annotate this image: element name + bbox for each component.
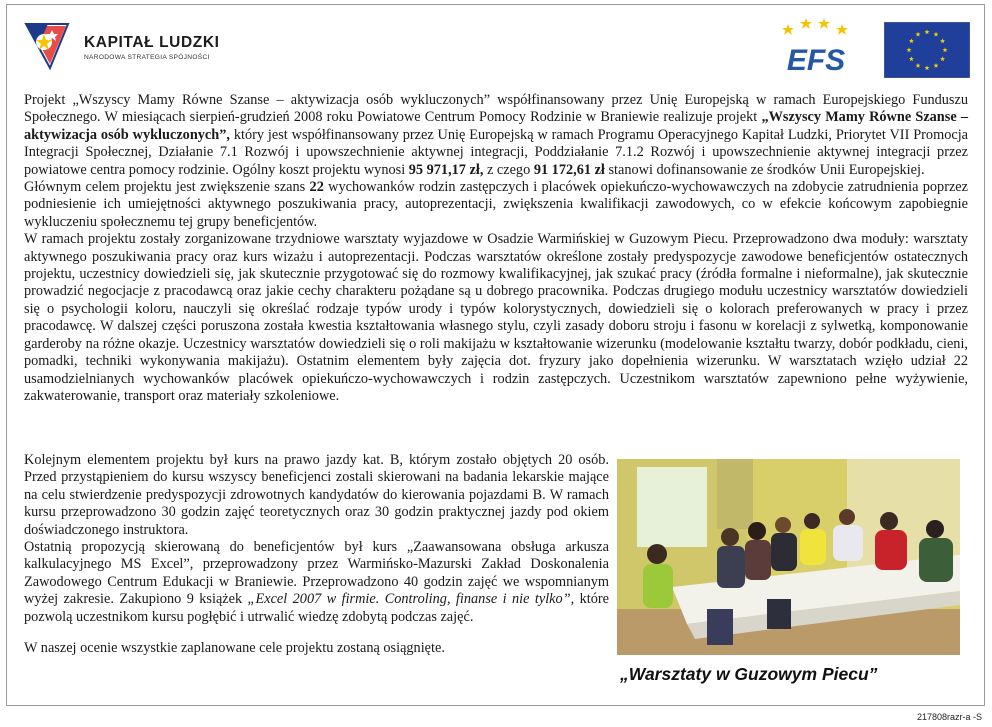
footer-code: 217808razr-a -S bbox=[916, 712, 982, 722]
kapital-ludzki-subtitle: NARODOWA STRATEGIA SPÓJNOŚCI bbox=[84, 54, 210, 61]
photo-caption: „Warsztaty w Guzowym Piecu” bbox=[620, 664, 878, 684]
kapital-ludzki-title: KAPITAŁ LUDZKI bbox=[84, 34, 220, 51]
text-run: 91 172,61 zł bbox=[533, 161, 605, 178]
text-run: z czego bbox=[483, 161, 534, 178]
article-body bbox=[24, 92, 968, 405]
paragraph-driving-course: Kolejnym elementem projektu był kurs na prawo jazdy kat. B, którym zostało objętych 20 osób. Przed przystąpieniem do kursu wszyscy beneficjenci zostali skierowani na badania lekarskie mające na celu stwierdzenie predyspozycji zdrowotnych kandydatów do kierowania pojazdami B. W ramach kursu przeprowadzono 30 godzin zajęć teoretycznych oraz 30 godzin praktycznej jazdy pod okiem doświadczonego instruktora. bbox=[24, 452, 609, 538]
kapital-ludzki-text bbox=[84, 34, 220, 61]
text-run: wychowanków rodzin zastępczych i placówek opiekuńczo-wychowawczych na zdobycie zatrudnienia poprzez podniesienie ich umiejętności aktywnego poszukiwania pracy, autoprezentacji, zwiększenia kwalifikacji zawodowych, co w efekcie końcowym zapobiegnie wykluczeniu społecznemu tej grupy beneficjentów. bbox=[24, 179, 968, 230]
text-run: które pozwolą uczestnikom kursu pogłębić i utrwalić wiedzę zdobytą podczas zajęć. bbox=[24, 591, 610, 625]
text-run: Projekt „Wszyscy Mamy Równe Szanse – aktywizacja osób wykluczonych” współfinansowany przez Unię Europejską w ramach Europejskiego Funduszu Społecznego. W miesiącach sierpień-grudzień 2008 roku Powiatowe Centrum Pomocy Rodzinie w Braniewie realizuje projekt bbox=[24, 92, 968, 126]
article-lower bbox=[24, 452, 609, 657]
paragraph-goal bbox=[24, 179, 968, 231]
text-run: „Wszyscy Mamy Równe Szanse – aktywizacja osób wykluczonych”, bbox=[24, 109, 969, 143]
paragraph-workshops: W ramach projektu zostały zorganizowane trzydniowe warsztaty wyjazdowe w Osadzie Warmińskiej w Guzowym Piecu. Przeprowadzono dwa moduły: warsztaty aktywnego poszukiwania pracy oraz kurs wizażu i autoprezentacji. Podczas warsztatów określone zostały predyspozycje zawodowe beneficjentów ostatecznych projektu, uczestnicy dowiedzieli się, jak skutecznie przygotować się do rozmowy kwalifikacyjnej, jak szukać pracy (źródła formalne i nieformalne), jak skutecznie prowadzić negocjacje z pracodawcą oraz jakie cechy charakteru pożądane są u dobrego pracownika. Podczas drugiego modułu uczestnicy warsztatów dowiedzieli się o psychologii koloru, nauczyli się określać rodzaje typów urody i typów kolorystycznych, dowiedzieli się o kolorach preferowanych w pracy i przez pracodawcę. W dalszej części poruszona została kwestia kształtowania własnego stylu, czyli zasady doboru stroju i fasonu w korelacji z sylwetką, komponowanie garderoby na różne okazje. Uczestnicy warsztatów dowiedzieli się o roli makijażu w kształtowanie wizerunku (modelowanie kształtu twarzy, dobór podkładu, cieni, pomadki, techniki wykonywania makijażu). Ostatnim elementem były zajęcia dot. fryzury jako dopełnienia wizerunku. W warsztatach wzięło udział 22 usamodzielnianych wychowanków placówek opiekuńczo-wychowawczych i rodzin zastępczych. Uczestnikom warsztatów zapewniono pełne wyżywienie, zakwaterowanie, transport oraz materiały szkoleniowe. bbox=[24, 231, 968, 404]
text-run: 95 971,17 zł, bbox=[408, 161, 484, 178]
efs-logo-text: EFS bbox=[786, 44, 846, 76]
efs-logo-icon bbox=[766, 14, 866, 76]
kapital-ludzki-logo-icon bbox=[22, 16, 78, 72]
text-run: który jest współfinansowany przez Unię Europejską w ramach Programu Operacyjnego Kapitał Ludzki, Priorytet VII Promocja Integracji Społecznej, Działanie 7.1 Rozwój i upowszechnienie aktywnej integracji, Poddziałanie 7.1.2 Rozwój i upowszechnienie aktywnej integracji przez powiatowe centra pomocy rodzinie. Ogólny koszt projektu wynosi bbox=[24, 126, 969, 178]
eu-flag-icon bbox=[884, 22, 970, 78]
text-run: Głównym celem projektu jest zwiększenie szans bbox=[24, 179, 310, 196]
paragraph-intro bbox=[24, 92, 968, 179]
text-run: „Excel 2007 w firmie. Controling, finanse i nie tylko”, bbox=[247, 591, 575, 608]
text-run: 22 bbox=[309, 179, 324, 196]
paragraph-conclusion: W naszej ocenie wszystkie zaplanowane cele projektu zostaną osiągnięte. bbox=[24, 640, 445, 657]
workshop-photo bbox=[617, 459, 960, 655]
text-run: Ostatnią propozycją skierowaną do beneficjentów był kurs „Zaawansowana obsługa arkusza kalkulacyjnego MS Excel”, przeprowadzony przez Warmińsko-Mazurski Zakład Doskonalenia Zawodowego Centrum Edukacji w Braniewie. Przeprowadzono 40 godzin zajęć we wspomnianym wyżej zakresie. Zakupiono 9 książek bbox=[24, 539, 609, 608]
text-run: stanowi dofinansowanie ze środków Unii Europejskiej. bbox=[604, 161, 925, 178]
paragraph-excel-course bbox=[24, 539, 609, 626]
